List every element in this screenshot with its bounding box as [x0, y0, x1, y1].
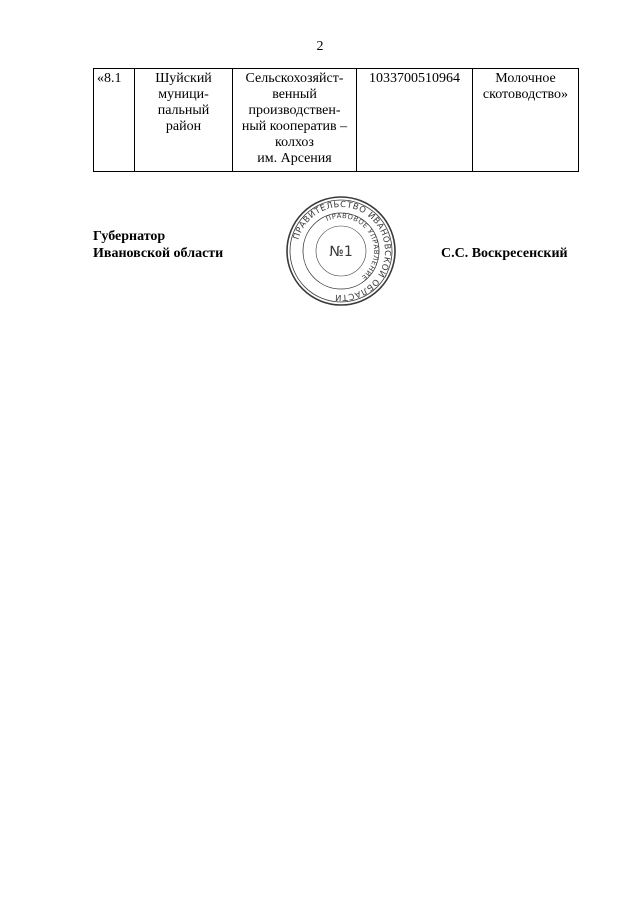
seal-outer-textpath: ПРАВИТЕЛЬСТВО ИВАНОВСКОЙ ОБЛАСТИ — [290, 198, 394, 304]
district-line: Шуйский — [155, 71, 212, 86]
activity-line: скотоводство» — [482, 87, 569, 102]
organization-line: ный кооператив – — [241, 119, 348, 134]
activity-line: Молочное — [495, 71, 556, 86]
table-row — [94, 69, 579, 172]
enterprise-table — [93, 68, 579, 172]
official-seal — [285, 195, 397, 307]
seal-number: №1 — [329, 244, 353, 260]
ogrn-cell: 1033700510964 — [357, 69, 473, 172]
organization-line: колхоз — [275, 135, 314, 150]
signer-title-line: Ивановской области — [93, 246, 224, 261]
signer-name: С.С. Воскресенский — [441, 246, 568, 261]
district-cell — [135, 69, 233, 172]
organization-line: им. Арсения — [257, 151, 332, 166]
district-line: пальный — [157, 103, 210, 118]
activity-cell — [473, 69, 579, 172]
organization-cell — [233, 69, 357, 172]
organization-line: венный — [272, 87, 317, 102]
district-line: муници- — [158, 87, 209, 102]
signer-title-line: Губернатор — [93, 229, 166, 244]
district-line: район — [165, 119, 202, 134]
page-number: 2 — [316, 39, 324, 54]
signer-title — [93, 228, 223, 262]
row-number-cell: «8.1 — [94, 69, 135, 172]
organization-line: Сельскохозяйст- — [245, 71, 344, 86]
organization-line: производствен- — [248, 103, 341, 118]
seal-inner-textpath: ПРАВОВОЕ УПРАВЛЕНИЕ — [324, 211, 381, 282]
